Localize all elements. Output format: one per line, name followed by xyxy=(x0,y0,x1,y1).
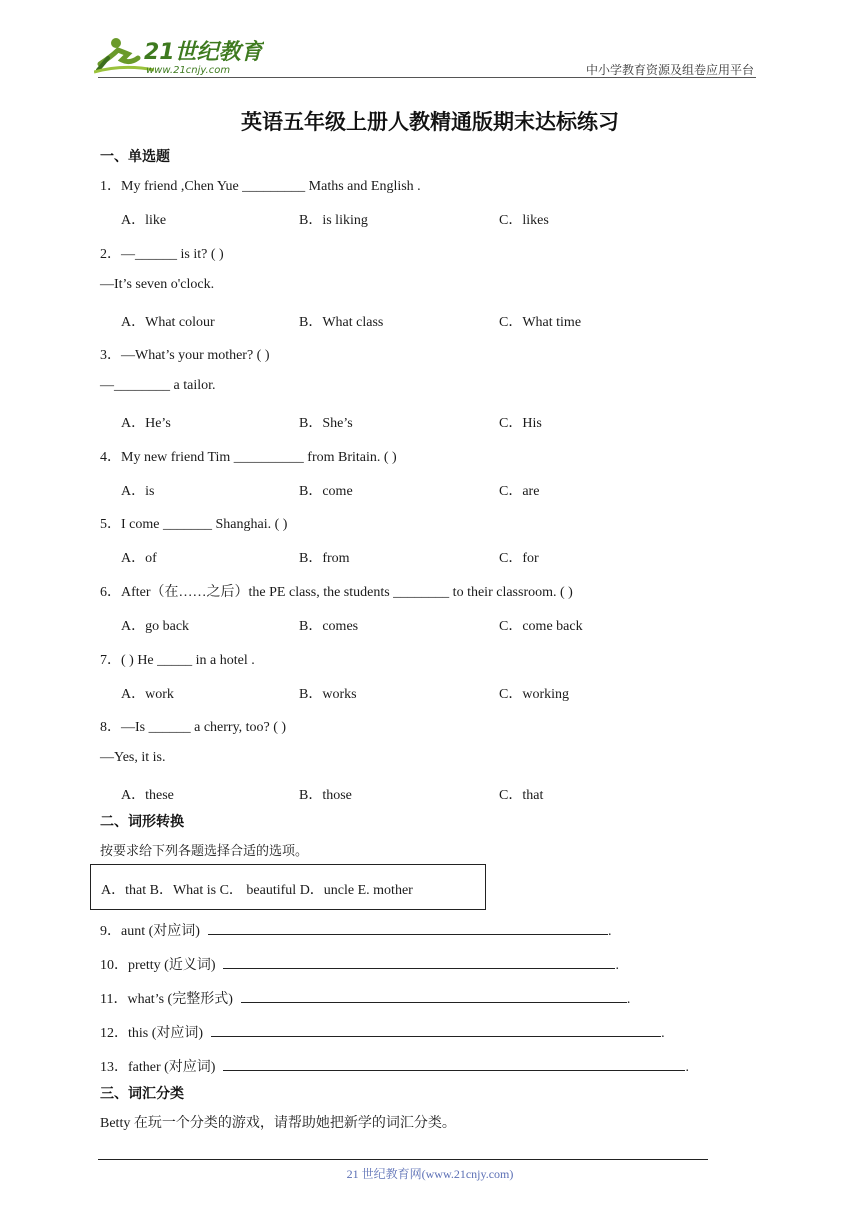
question-7-option-a: A．work xyxy=(121,687,174,702)
question-6-option-b: B．comes xyxy=(299,619,359,634)
section-heading-1: 一、单选题 xyxy=(100,149,170,165)
answer-line-10-end: . xyxy=(615,958,619,973)
header-divider xyxy=(98,77,756,78)
question-3-stem-line2: —________ a tailor. xyxy=(100,378,216,393)
question-2-option-b: B．What class xyxy=(299,315,384,330)
section-3-instruction: Betty 在玩一个分类的游戏，请帮助她把新学的词汇分类。 xyxy=(100,1116,456,1131)
question-8-stem-line2: —Yes, it is. xyxy=(100,750,166,765)
word-bank-box xyxy=(90,864,486,910)
answer-line-9-end: . xyxy=(607,924,612,939)
answer-line-13-end: . xyxy=(685,1060,689,1075)
site-logo xyxy=(94,34,264,76)
question-3-option-c: C．His xyxy=(499,416,542,431)
answer-blank-13[interactable] xyxy=(223,1056,685,1071)
question-7-stem: 7．( ) He _____ in a hotel . xyxy=(100,653,255,668)
answer-line-13 xyxy=(100,1056,689,1076)
question-8-option-a: A．these xyxy=(121,788,174,803)
question-3-option-a: A．He’s xyxy=(121,416,171,431)
answer-line-9-label: 9．aunt (对应词) xyxy=(100,924,200,939)
answer-line-12-label: 12．this (对应词) xyxy=(100,1026,204,1041)
question-6-option-c: C．come back xyxy=(499,619,583,634)
question-2-stem: 2．—______ is it? ( ) xyxy=(100,247,224,262)
answer-line-11-label: 11．what’s (完整形式) xyxy=(100,992,233,1007)
svg-text:21世纪教育: 21世纪教育 xyxy=(144,40,263,65)
question-5-option-b: B．from xyxy=(299,551,350,566)
question-4-stem: 4．My new friend Tim __________ from Britain. ( ) xyxy=(100,450,397,465)
platform-label: 中小学教育资源及组卷应用平台 xyxy=(585,63,754,77)
question-7-option-b: B．works xyxy=(299,687,357,702)
word-bank-text: A．that B．What is C． beautiful D．uncle E. mother xyxy=(101,883,413,898)
question-7-option-c: C．working xyxy=(499,687,569,702)
question-1-stem: 1．My friend ,Chen Yue _________ Maths and English . xyxy=(100,179,421,194)
answer-line-13-label: 13．father (对应词) xyxy=(100,1060,216,1075)
answer-line-11 xyxy=(100,988,630,1008)
question-4-option-a: A．is xyxy=(121,484,155,499)
question-5-option-c: C．for xyxy=(499,551,539,566)
svg-text:www.21cnjy.com: www.21cnjy.com xyxy=(146,65,231,76)
question-3-stem: 3．—What’s your mother? ( ) xyxy=(100,348,270,363)
question-8-option-c: C．that xyxy=(499,788,544,803)
question-3-option-b: B．She’s xyxy=(299,416,353,431)
question-1-option-c: C．likes xyxy=(499,213,549,228)
question-6-stem: 6．After（在……之后）the PE class, the students ________ to their classroom. ( ) xyxy=(100,585,573,600)
question-8-stem: 8．—Is ______ a cherry, too? ( ) xyxy=(100,720,287,735)
question-1-option-a: A．like xyxy=(121,213,167,228)
question-2-option-a: A．What colour xyxy=(121,315,215,330)
question-2-option-c: C．What time xyxy=(499,315,582,330)
question-1-option-b: B．is liking xyxy=(299,213,368,228)
section-heading-2: 二、词形转换 xyxy=(100,814,184,830)
answer-blank-9[interactable] xyxy=(208,920,608,935)
answer-blank-11[interactable] xyxy=(241,988,627,1003)
answer-line-12-end: . xyxy=(661,1026,665,1041)
answer-line-10-label: 10．pretty (近义词) xyxy=(100,958,216,973)
section-heading-3: 三、词汇分类 xyxy=(100,1086,184,1102)
page-title: 英语五年级上册人教精通版期末达标练习 xyxy=(241,110,619,134)
answer-line-12 xyxy=(100,1022,665,1042)
answer-line-10 xyxy=(100,954,619,974)
question-4-option-c: C．are xyxy=(499,484,540,499)
section-2-instruction: 按要求给下列各题选择合适的选项。 xyxy=(100,844,309,859)
question-6-option-a: A．go back xyxy=(121,619,190,634)
question-4-option-b: B．come xyxy=(299,484,353,499)
question-8-option-b: B．those xyxy=(299,788,352,803)
question-5-option-a: A．of xyxy=(121,551,157,566)
question-5-stem: 5．I come _______ Shanghai. ( ) xyxy=(100,517,288,532)
answer-line-11-end: . xyxy=(626,992,631,1007)
question-2-stem-line2: —It’s seven o'clock. xyxy=(100,277,215,292)
footer-text: 21 世纪教育网(www.21cnjy.com) xyxy=(346,1167,514,1181)
answer-blank-12[interactable] xyxy=(211,1022,661,1037)
answer-line-9 xyxy=(100,920,611,940)
footer-divider xyxy=(98,1159,708,1160)
answer-blank-10[interactable] xyxy=(223,954,615,969)
